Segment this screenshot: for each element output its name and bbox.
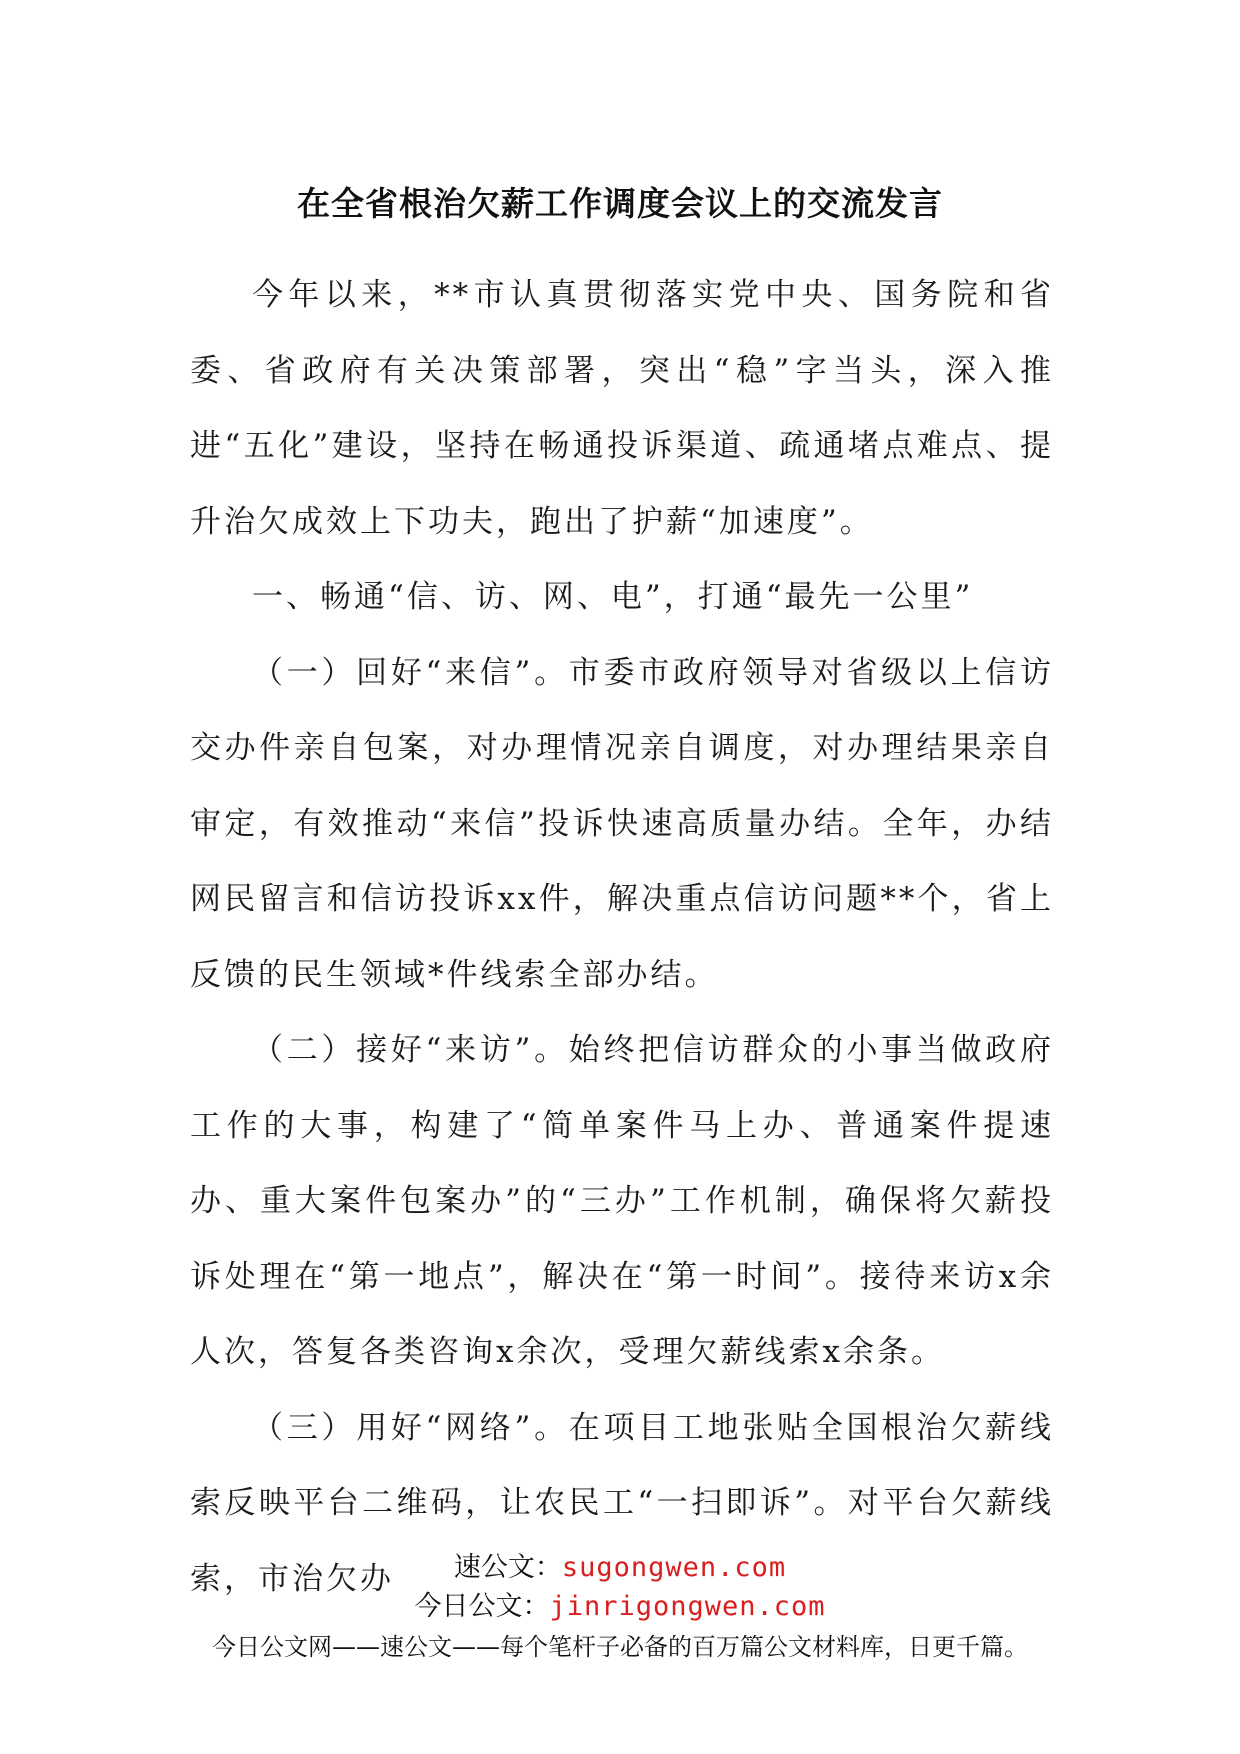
document-title: 在全省根治欠薪工作调度会议上的交流发言 bbox=[297, 184, 943, 223]
paragraph-visits: （二）接好“来访”。始终把信访群众的小事当做政府工作的大事，构建了“简单案件马上办、普通案件提速办、重大案件包案办”的“三办”工作机制，确保将欠薪投诉处理在“第一地点”，解决在“第一时间”。接待来访x余人次，答复各类咨询x余次，受理欠薪线索x余条。 bbox=[190, 1032, 1054, 1370]
footer-label-jinrigongwen: 今日公文： bbox=[414, 1591, 550, 1622]
paragraph-network: （三）用好“网络”。在项目工地张贴全国根治欠薪线索反映平台二维码，让农民工“一扫即诉”。对平台欠薪线索，市治欠办 bbox=[190, 1409, 1054, 1597]
footer-link-jinrigongwen[interactable]: jinrigongwen.com bbox=[549, 1591, 826, 1622]
document-body bbox=[190, 258, 1054, 1617]
paragraph-letters: （一）回好“来信”。市委市政府领导对省级以上信访交办件亲自包案，对办理情况亲自调度，对办理结果亲自审定，有效推动“来信”投诉快速高质量办结。全年，办结网民留言和信访投诉xx件，解决重点信访问题**个，省上反馈的民生领域*件线索全部办结。 bbox=[190, 654, 1054, 993]
footer-sugongwen bbox=[0, 1545, 1240, 1584]
section-heading-1: 一、畅通“信、访、网、电”，打通“最先一公里” bbox=[252, 579, 974, 615]
footer-link-sugongwen[interactable]: sugongwen.com bbox=[561, 1552, 787, 1583]
footer-jinrigongwen bbox=[0, 1584, 1240, 1623]
paragraph-intro: 今年以来，**市认真贯彻落实党中央、国务院和省委、省政府有关决策部署，突出“稳”字当头，深入推进“五化”建设，坚持在畅通投诉渠道、疏通堵点难点、提升治欠成效上下功夫，跑出了护薪“加速度”。 bbox=[190, 277, 1054, 540]
footer-label-sugongwen: 速公文： bbox=[453, 1552, 562, 1583]
footer-slogan: 今日公文网——速公文——每个笔杆子必备的百万篇公文材料库，日更千篇。 bbox=[212, 1633, 1028, 1661]
